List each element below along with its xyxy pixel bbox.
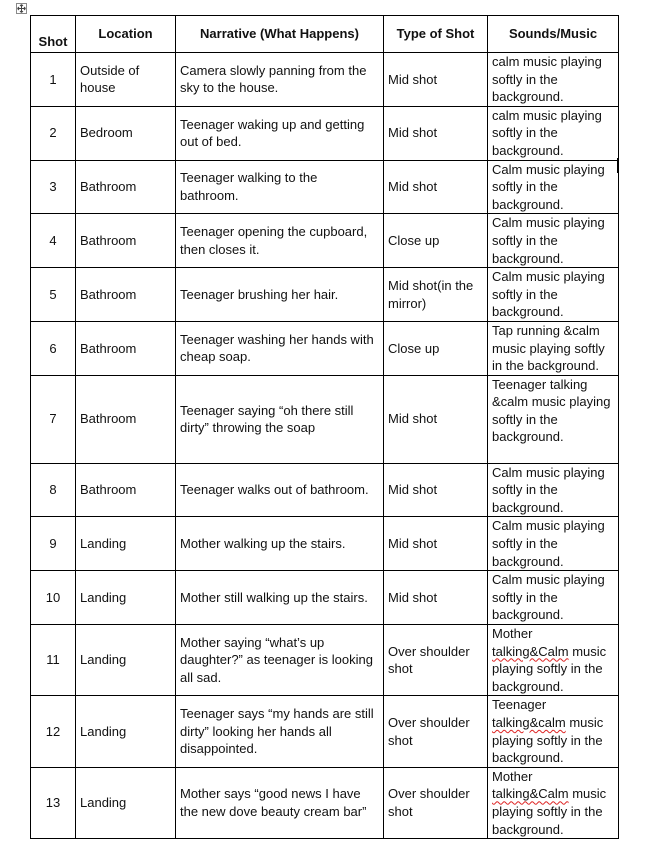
table-row bbox=[31, 160, 619, 214]
narrative-cell[interactable]: Teenager brushing her hair. bbox=[176, 268, 384, 322]
table-row bbox=[31, 321, 619, 375]
shot-number[interactable]: 2 bbox=[31, 106, 76, 160]
narrative-cell[interactable]: Teenager walking to the bathroom. bbox=[176, 160, 384, 214]
shot-number[interactable]: 11 bbox=[31, 625, 76, 696]
narrative-cell[interactable]: Teenager says “my hands are still dirty” looking her hands all disappointed. bbox=[176, 696, 384, 767]
narrative-cell[interactable]: Teenager saying “oh there still dirty” throwing the soap bbox=[176, 375, 384, 463]
sound-cell[interactable]: calm music playing softly in the background. bbox=[488, 106, 619, 160]
shot-number[interactable]: 10 bbox=[31, 571, 76, 625]
header-type-of-shot: Type of Shot bbox=[384, 16, 488, 53]
shot-number[interactable]: 6 bbox=[31, 321, 76, 375]
sound-text: Mother bbox=[492, 626, 533, 642]
sound-text: music playing softly in the background. bbox=[492, 643, 607, 694]
sound-cell[interactable]: Teenager talking &calm music playing softly in the background. bbox=[488, 375, 619, 463]
shot-type-cell[interactable]: Close up bbox=[384, 214, 488, 268]
shot-type-cell[interactable]: Mid shot bbox=[384, 463, 488, 517]
shot-type-cell[interactable]: Mid shot bbox=[384, 53, 488, 107]
table-row bbox=[31, 106, 619, 160]
narrative-cell[interactable]: Mother says “good news I have the new dove beauty cream bar” bbox=[176, 767, 384, 838]
sound-cell[interactable]: calm music playing softly in the background. bbox=[488, 53, 619, 107]
sound-cell[interactable]: Calm music playing softly in the background. bbox=[488, 268, 619, 322]
spelling-error-text: talking&Calm bbox=[492, 643, 569, 659]
table-row bbox=[31, 571, 619, 625]
text-cursor bbox=[617, 158, 618, 173]
shot-type-cell[interactable]: Mid shot bbox=[384, 160, 488, 214]
shot-number[interactable]: 8 bbox=[31, 463, 76, 517]
table-row bbox=[31, 463, 619, 517]
header-narrative: Narrative (What Happens) bbox=[176, 16, 384, 53]
shot-type-cell[interactable]: Over shoulder shot bbox=[384, 625, 488, 696]
shot-number[interactable]: 1 bbox=[31, 53, 76, 107]
location-cell[interactable]: Bathroom bbox=[76, 160, 176, 214]
header-shot: Shot bbox=[31, 16, 76, 53]
narrative-cell[interactable]: Teenager opening the cupboard, then closes it. bbox=[176, 214, 384, 268]
header-row bbox=[31, 16, 619, 53]
sound-cell[interactable] bbox=[488, 696, 619, 767]
shot-type-cell[interactable]: Close up bbox=[384, 321, 488, 375]
shot-type-cell[interactable]: Mid shot bbox=[384, 106, 488, 160]
narrative-cell[interactable]: Camera slowly panning from the sky to the house. bbox=[176, 53, 384, 107]
shot-number[interactable]: 5 bbox=[31, 268, 76, 322]
header-location: Location bbox=[76, 16, 176, 53]
shot-list-table bbox=[30, 15, 619, 839]
table-row bbox=[31, 767, 619, 838]
sound-cell[interactable] bbox=[488, 767, 619, 838]
shot-number[interactable]: 12 bbox=[31, 696, 76, 767]
shot-number[interactable]: 7 bbox=[31, 375, 76, 463]
table-row bbox=[31, 214, 619, 268]
shot-type-cell[interactable]: Over shoulder shot bbox=[384, 767, 488, 838]
shot-type-cell[interactable]: Mid shot bbox=[384, 517, 488, 571]
table-row bbox=[31, 268, 619, 322]
sound-cell[interactable] bbox=[488, 625, 619, 696]
location-cell[interactable]: Bathroom bbox=[76, 375, 176, 463]
table-row bbox=[31, 625, 619, 696]
sound-cell[interactable]: Calm music playing softly in the background. bbox=[488, 160, 619, 214]
location-cell[interactable]: Bathroom bbox=[76, 214, 176, 268]
shot-number[interactable]: 3 bbox=[31, 160, 76, 214]
narrative-cell[interactable]: Teenager walks out of bathroom. bbox=[176, 463, 384, 517]
shot-type-cell[interactable]: Over shoulder shot bbox=[384, 696, 488, 767]
location-cell[interactable]: Landing bbox=[76, 625, 176, 696]
table-row bbox=[31, 53, 619, 107]
shot-number[interactable]: 4 bbox=[31, 214, 76, 268]
table-move-handle-icon[interactable] bbox=[16, 3, 27, 14]
sound-cell[interactable]: Calm music playing softly in the background. bbox=[488, 463, 619, 517]
narrative-cell[interactable]: Teenager waking up and getting out of bed. bbox=[176, 106, 384, 160]
narrative-cell[interactable]: Mother saying “what’s up daughter?” as teenager is looking all sad. bbox=[176, 625, 384, 696]
location-cell[interactable]: Bedroom bbox=[76, 106, 176, 160]
shot-number[interactable]: 13 bbox=[31, 767, 76, 838]
narrative-cell[interactable]: Teenager washing her hands with cheap soap. bbox=[176, 321, 384, 375]
table-row bbox=[31, 517, 619, 571]
location-cell[interactable]: Bathroom bbox=[76, 268, 176, 322]
shot-type-cell[interactable]: Mid shot bbox=[384, 375, 488, 463]
location-cell[interactable]: Bathroom bbox=[76, 321, 176, 375]
sound-cell[interactable]: Calm music playing softly in the background. bbox=[488, 517, 619, 571]
location-cell[interactable]: Outside of house bbox=[76, 53, 176, 107]
shot-type-cell[interactable]: Mid shot(in the mirror) bbox=[384, 268, 488, 322]
shot-type-cell[interactable]: Mid shot bbox=[384, 571, 488, 625]
location-cell[interactable]: Bathroom bbox=[76, 463, 176, 517]
sound-text: Mother bbox=[492, 768, 533, 784]
location-cell[interactable]: Landing bbox=[76, 517, 176, 571]
sound-cell[interactable]: Tap running &calm music playing softly in the background. bbox=[488, 321, 619, 375]
location-cell[interactable]: Landing bbox=[76, 696, 176, 767]
sound-cell[interactable]: Calm music playing softly in the background. bbox=[488, 214, 619, 268]
sound-text: music playing softly in the background. bbox=[492, 715, 604, 766]
sound-text: Teenager bbox=[492, 697, 547, 713]
table-row bbox=[31, 696, 619, 767]
spelling-error-text: talking&Calm bbox=[492, 786, 569, 802]
spelling-error-text: talking&calm bbox=[492, 715, 566, 730]
shot-number[interactable]: 9 bbox=[31, 517, 76, 571]
sound-text: music playing softly in the background. bbox=[492, 786, 607, 837]
header-sounds-music: Sounds/Music bbox=[488, 16, 619, 53]
location-cell[interactable]: Landing bbox=[76, 571, 176, 625]
narrative-cell[interactable]: Mother still walking up the stairs. bbox=[176, 571, 384, 625]
table-row bbox=[31, 375, 619, 463]
location-cell[interactable]: Landing bbox=[76, 767, 176, 838]
narrative-cell[interactable]: Mother walking up the stairs. bbox=[176, 517, 384, 571]
sound-cell[interactable]: Calm music playing softly in the background. bbox=[488, 571, 619, 625]
